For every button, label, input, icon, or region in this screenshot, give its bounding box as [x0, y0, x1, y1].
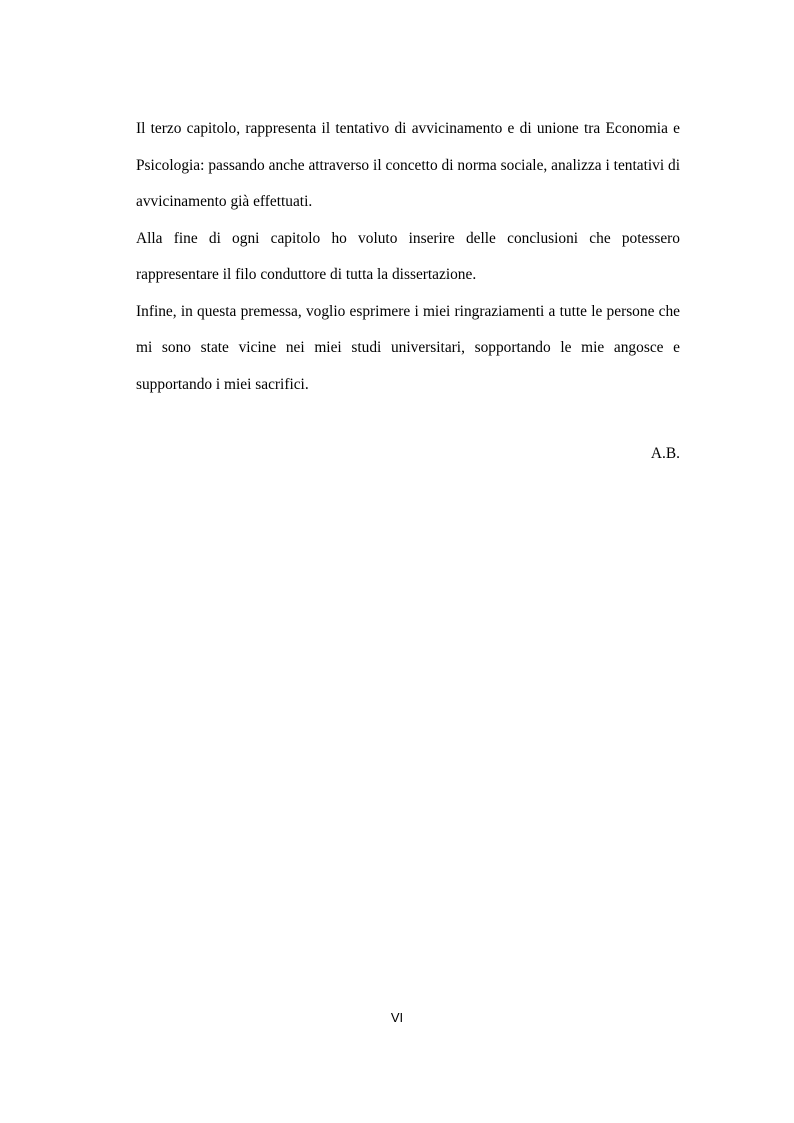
paragraph-conclusions: Alla fine di ogni capitolo ho voluto inserire delle conclusioni che potessero rappresentare il filo conduttore di tutta la dissertazione.: [136, 229, 680, 283]
paragraph-third-chapter: Il terzo capitolo, rappresenta il tentativo di avvicinamento e di unione tra Economia e Psicologia: passando anche attraverso il concetto di norma sociale, analizza i tentativi di avvicinamento già effettuati.: [136, 120, 680, 210]
author-signature: A.B.: [650, 445, 680, 462]
body-text: [136, 111, 680, 403]
paragraph-acknowledgements: Infine, in questa premessa, voglio esprimere i miei ringraziamenti a tutte le persone che mi sono state vicine nei miei studi universitari, sopportando le mie angosce e supportando i miei sacrifici.: [136, 302, 680, 393]
page-number: VI: [390, 1010, 404, 1025]
